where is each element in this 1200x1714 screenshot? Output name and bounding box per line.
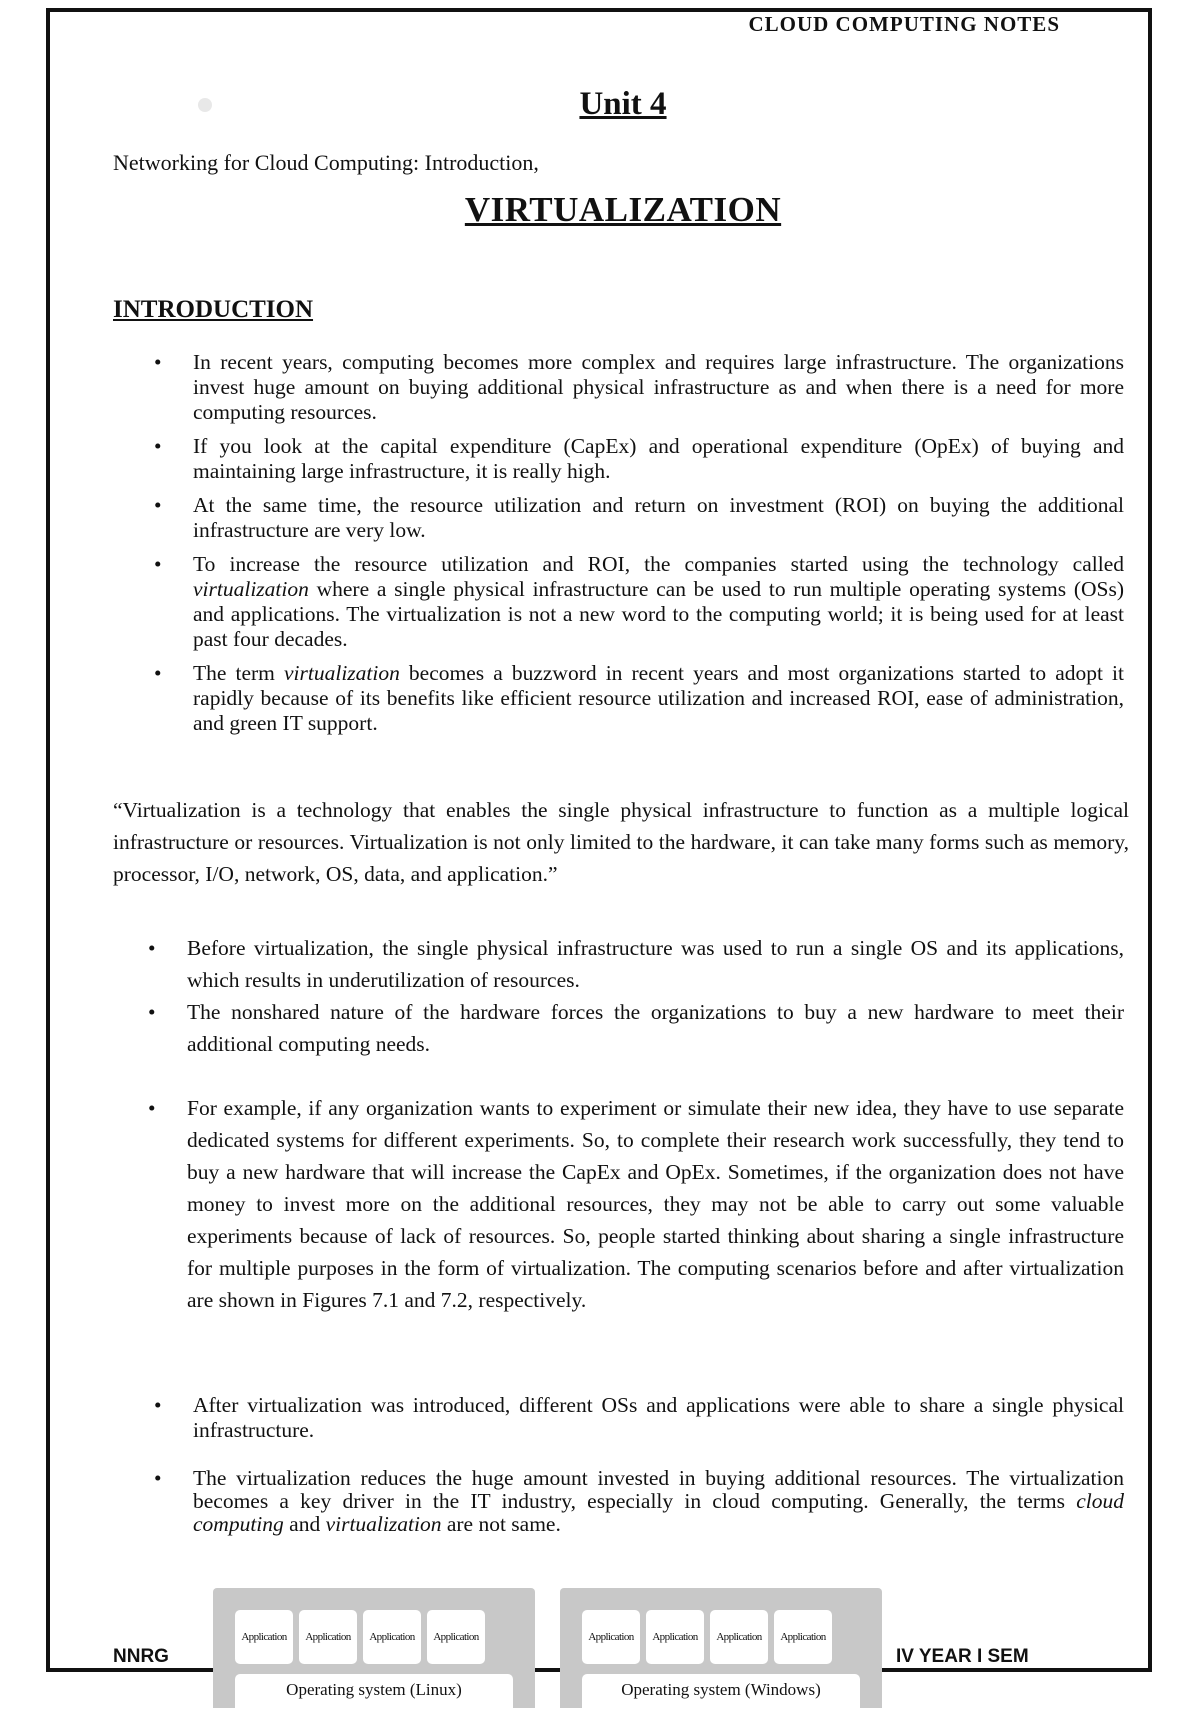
footer-left: NNRG <box>113 1646 169 1667</box>
bullet-item: • The nonshared nature of the hardware forces the organizations to buy a new hardware to meet their additional computing needs. <box>144 996 1124 1060</box>
bullet-list-four <box>150 1393 1124 1545</box>
text-span: and <box>283 1512 326 1536</box>
bullet-item <box>150 1467 1124 1536</box>
main-title: VIRTUALIZATION <box>464 190 782 229</box>
application-box: Application <box>235 1610 293 1664</box>
definition-quote: “Virtualization is a technology that enables the single physical infrastructure to function as a multiple logical infrastructure or resources. Virtualization is not only limited to the hardware, it can take many forms such as memory, processor, I/O, network, OS, data, and application.” <box>113 798 1129 886</box>
application-box: Application <box>646 1610 704 1664</box>
subtitle: Networking for Cloud Computing: Introduction, <box>113 150 539 175</box>
emphasis-term: virtualization <box>325 1512 442 1536</box>
footer-right: IV YEAR I SEM <box>896 1646 1029 1667</box>
application-box: Application <box>299 1610 357 1664</box>
application-box: Application <box>582 1610 640 1664</box>
unit-title: Unit 4 <box>579 86 667 122</box>
text-span: are not same. <box>441 1512 561 1536</box>
emphasis-term: virtualization <box>283 661 400 685</box>
os-box: Operating system (Windows) <box>582 1674 860 1714</box>
text-span: where a single physical infrastructure can be used to run multiple operating systems (OSs) and applications. The virtualization is not a new word to the computing world; it is being used for at least past four decades. <box>193 577 1124 651</box>
text-span: To increase the resource utilization and ROI, the companies started using the technology called <box>193 552 1124 576</box>
bullet-item <box>150 661 1124 736</box>
bullet-item: • At the same time, the resource utilization and return on investment (ROI) on buying the additional infrastructure are very low. <box>150 493 1124 543</box>
figure-after-virtualization <box>560 1588 882 1708</box>
bullet-item: • After virtualization was introduced, different OSs and applications were able to share a single physical infrastructure. <box>150 1393 1124 1443</box>
bullet-list-two <box>144 932 1124 1060</box>
bullet-item: • If you look at the capital expenditure (CapEx) and operational expenditure (OpEx) of buying and maintaining large infrastructure, it is really high. <box>150 434 1124 484</box>
bullet-item: • For example, if any organization wants to experiment or simulate their new idea, they have to use separate dedicated systems for different experiments. So, to complete their research work successfully, they tend to buy a new hardware that will increase the CapEx and OpEx. Sometimes, if the organization does not have money to invest more on the additional resources, they may not be able to carry out some valuable experiments because of lack of resources. So, people started thinking about sharing a single infrastructure for multiple purposes in the form of virtualization. The computing scenarios before and after virtualization are shown in Figures 7.1 and 7.2, respectively. <box>144 1092 1124 1316</box>
header-note: CLOUD COMPUTING NOTES <box>748 12 1060 36</box>
emphasis-term: cloud computing <box>193 1489 1124 1536</box>
bullet-item: • In recent years, computing becomes more complex and requires large infrastructure. The organizations invest huge amount on buying additional physical infrastructure as and when there is a need for more computing resources. <box>150 350 1124 425</box>
bullet-item: • Before virtualization, the single physical infrastructure was used to run a single OS and its applications, which results in underutilization of resources. <box>144 932 1124 996</box>
application-box: Application <box>774 1610 832 1664</box>
text-span: The term <box>193 661 284 685</box>
section-heading: INTRODUCTION <box>113 296 314 323</box>
emphasis-term: virtualization <box>193 577 309 601</box>
bullet-item <box>150 552 1124 652</box>
application-box: Application <box>363 1610 421 1664</box>
application-row <box>582 1610 832 1664</box>
text-span: becomes a buzzword in recent years and most organizations started to adopt it rapidly because of its benefits like efficient resource utilization and increased ROI, ease of administration, and green IT support. <box>193 661 1125 735</box>
application-row <box>235 1610 485 1664</box>
bullet-list-three <box>144 1092 1124 1316</box>
application-box: Application <box>710 1610 768 1664</box>
text-span: The virtualization reduces the huge amount invested in buying additional resources. The virtualization becomes a key driver in the IT industry, especially in cloud computing. Generally, the terms <box>193 1466 1124 1513</box>
os-box: Operating system (Linux) <box>235 1674 513 1714</box>
figure-before-virtualization <box>213 1588 535 1708</box>
intro-bullet-list <box>150 350 1124 745</box>
application-box: Application <box>427 1610 485 1664</box>
